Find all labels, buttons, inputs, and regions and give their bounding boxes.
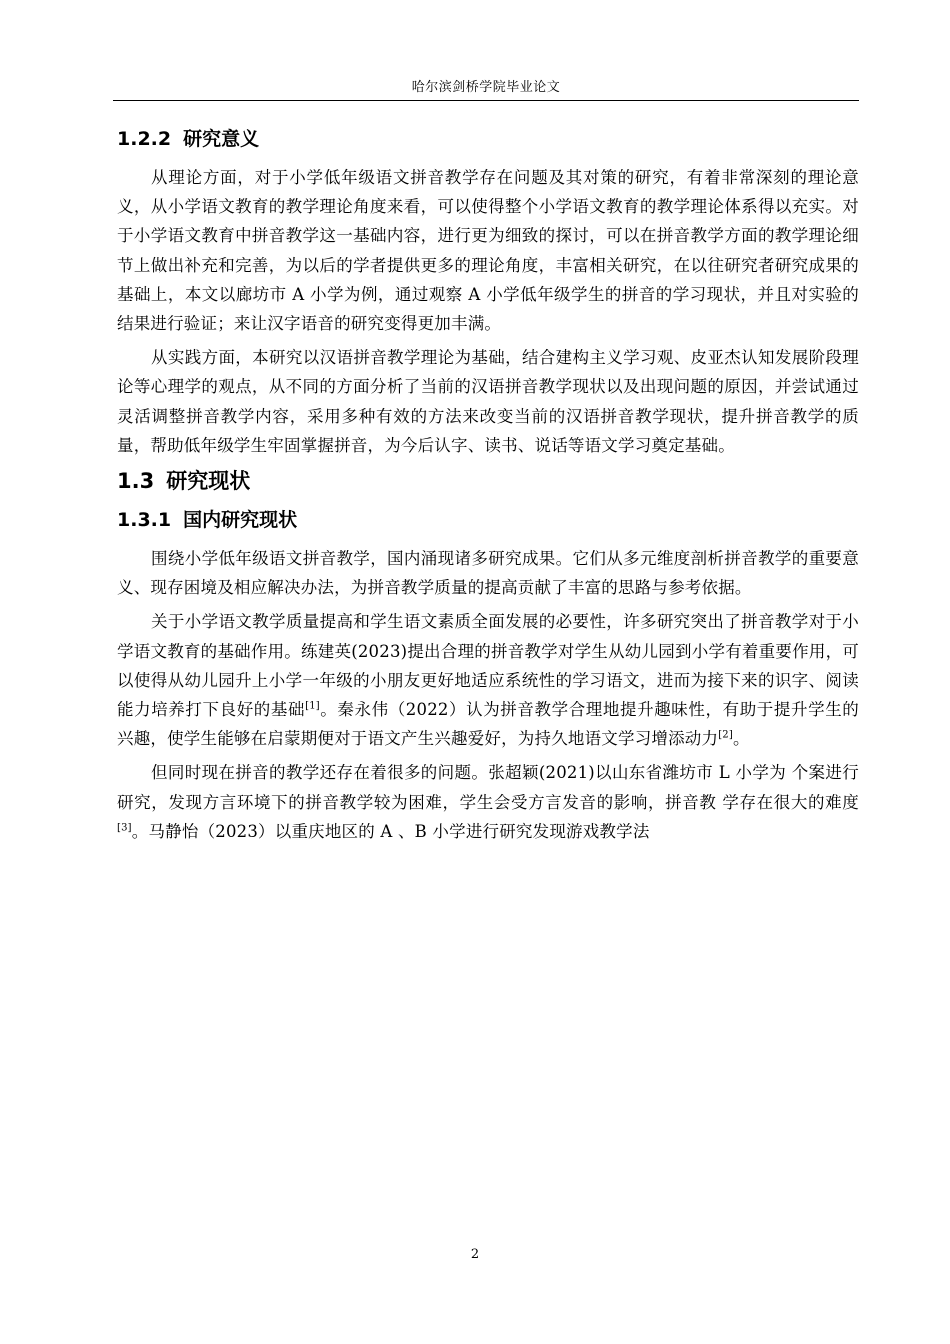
citation-ref: [3] bbox=[117, 822, 132, 834]
section-number: 1.3.1 bbox=[117, 509, 172, 532]
paragraph-problems bbox=[117, 758, 859, 846]
paragraph-text: 但同时现在拼音的教学还存在着很多的问题。张超颖(2021)以山东省潍坊市 L 小学为 个案进行研究，发现方言环境下的拼音教学较为困难，学生会受方言发音的影响，拼音教 学存在很大的难度 bbox=[117, 763, 859, 812]
section-heading-1-3-1 bbox=[117, 508, 859, 532]
paragraph-text: 。 bbox=[732, 729, 750, 749]
section-title: 研究意义 bbox=[183, 128, 260, 150]
paragraph-overview: 围绕小学低年级语文拼音教学，国内涌现诸多研究成果。它们从多元维度剖析拼音教学的重要意义、现存困境及相应解决办法，为拼音教学质量的提高贡献了丰富的思路与参考依据。 bbox=[117, 549, 859, 598]
paragraph-importance bbox=[117, 607, 859, 753]
body-content bbox=[117, 123, 859, 846]
paragraph-text: 。秦永伟（2022）认为拼音教学合理地提升趣味性，有助于提升学生的兴趣，使学生能够在启蒙期便对于语文产生兴趣爱好，为持久地语文学习增添动力 bbox=[117, 700, 860, 749]
section-heading-1-2-2 bbox=[117, 127, 859, 151]
paragraph-text: 关于小学语文教学质量提高和学生语文素质全面发展的必要性，许多研究突出了拼音教学对于小学语文教育的基础作用。练建英(2023)提出合理的拼音教学对学生从幼儿园到小学有着重要作用，可以使得从幼儿园升上小学一年级的小朋友更好地适应系统性的学习语文，进而为接下来的识字、阅读能力培养打下良好的基础 bbox=[117, 612, 859, 720]
running-header: 哈尔滨剑桥学院毕业论文 bbox=[411, 80, 561, 95]
citation-ref: [2] bbox=[718, 729, 733, 741]
header-rule bbox=[113, 100, 859, 101]
section-title: 国内研究现状 bbox=[183, 509, 298, 532]
paragraph-practice: 从实践方面，本研究以汉语拼音教学理论为基础，结合建构主义学习观、皮亚杰认知发展阶段理论等心理学的观点，从不同的方面分析了当前的汉语拼音教学现状以及出现问题的原因，并尝试通过灵活调整拼音教学内容，采用多种有效的方法来改变当前的汉语拼音教学现状，提升拼音教学的质量，帮助低年级学生牢固掌握拼音，为今后认字、读书、说话等语文学习奠定基础。 bbox=[117, 348, 859, 455]
page-number: 2 bbox=[470, 1247, 480, 1262]
citation-ref: [1] bbox=[305, 700, 320, 712]
paragraph-theory: 从理论方面，对于小学低年级语文拼音教学存在问题及其对策的研究，有着非常深刻的理论意义，从小学语文教育的教学理论角度来看，可以使得整个小学语文教育的教学理论体系得以充实。对于小学语文教育中拼音教学这一基础内容，进行更为细致的探讨，可以在拼音教学方面的教学理论细节上做出补充和完善，为以后的学者提供更多的理论角度，丰富相关研究，在以往研究者研究成果的基础上，本文以廊坊市 A 小学为例，通过观察 A 小学低年级学生的拼音的学习现状，并且对实验的结果进行验证；来让汉字语音的研究变得更加丰满。 bbox=[117, 168, 859, 334]
section-number: 1.2.2 bbox=[117, 128, 172, 150]
section-number: 1.3 bbox=[117, 469, 155, 494]
section-title: 研究现状 bbox=[166, 469, 251, 494]
paragraph-text: 。马静怡（2023）以重庆地区的 A 、B 小学进行研究发现游戏教学法 bbox=[131, 821, 650, 841]
section-heading-1-3 bbox=[117, 468, 859, 494]
